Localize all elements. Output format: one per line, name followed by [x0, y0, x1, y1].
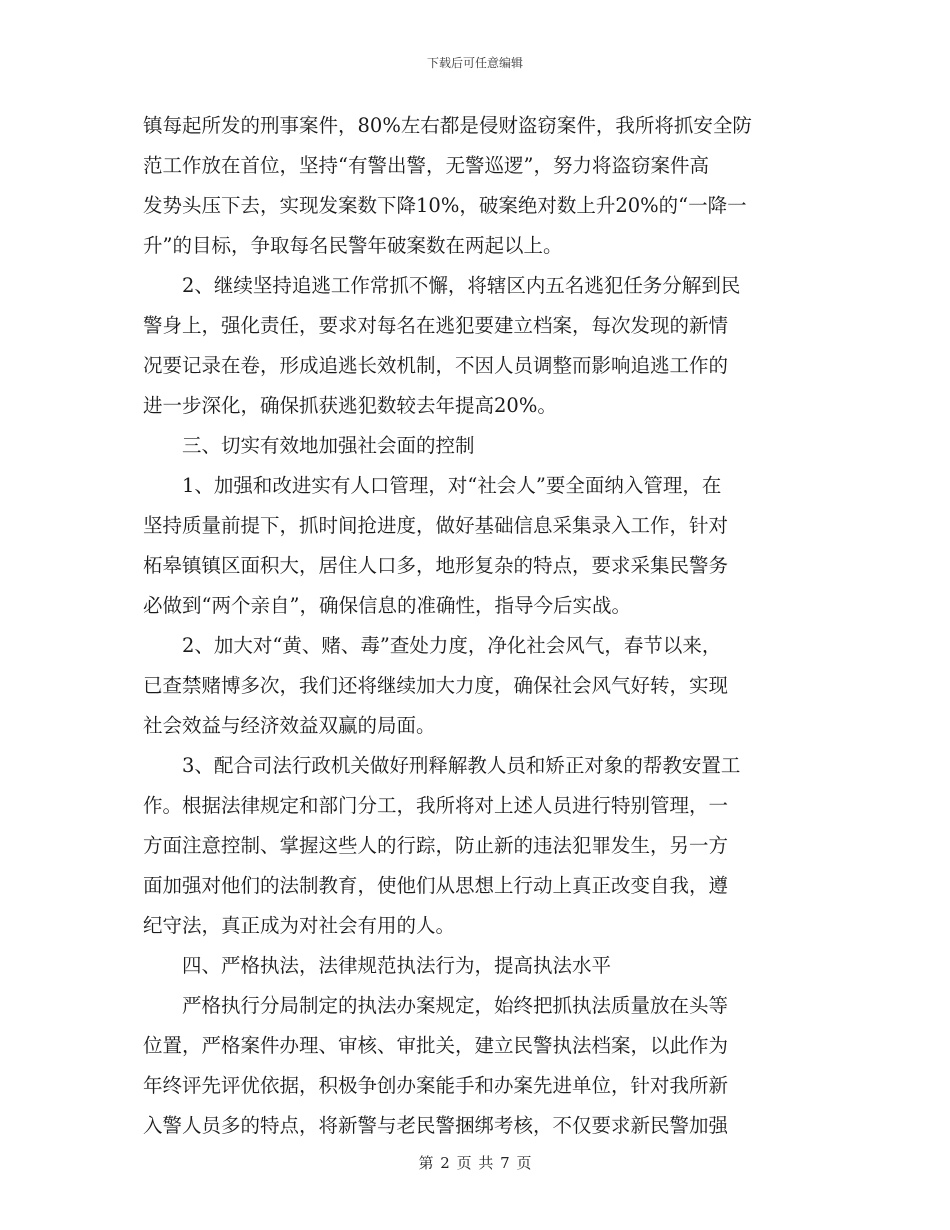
text-line: 位置，严格案件办理、审核、审批关，建立民警执法档案，以此作为 — [143, 1034, 729, 1057]
text-line: 镇每起所发的刑事案件，80%左右都是侵财盗窃案件，我所将抓安全防 — [143, 114, 752, 137]
text-line: 2、继续坚持追逃工作常抓不懈，将辖区内五名逃犯任务分解到民 — [143, 274, 741, 297]
text-line: 况要记录在卷，形成追逃长效机制，不因人员调整而影响追逃工作的 — [143, 354, 729, 377]
page-header: 下载后可任意编辑 — [426, 56, 523, 70]
text-line: 纪守法，真正成为对社会有用的人。 — [143, 914, 456, 937]
page-number: 第 2 页 共 7 页 — [418, 1154, 532, 1172]
text-line: 警身上，强化责任，要求对每名在逃犯要建立档案，每次发现的新情 — [143, 314, 729, 337]
text-line: 3、配合司法行政机关做好刑释解教人员和矫正对象的帮教安置工 — [143, 754, 741, 777]
text-line: 面加强对他们的法制教育，使他们从思想上行动上真正改变自我，遵 — [143, 874, 729, 897]
text-line: 必做到“两个亲自”，确保信息的准确性，指导今后实战。 — [143, 594, 631, 617]
text-line: 社会效益与经济效益双赢的局面。 — [143, 714, 436, 737]
text-line: 范工作放在首位，坚持“有警出警，无警巡逻”，努力将盗窃案件高 — [143, 154, 709, 177]
text-line: 进一步深化，确保抓获逃犯数较去年提高20%。 — [143, 394, 557, 417]
text-line: 作。根据法律规定和部门分工，我所将对上述人员进行特别管理，一 — [143, 794, 729, 817]
text-line: 1、加强和改进实有人口管理，对“社会人”要全面纳入管理，在 — [143, 474, 722, 497]
text-line: 年终评先评优依据，积极争创办案能手和办案先进单位，针对我所新 — [143, 1074, 729, 1097]
text-line: 柘皋镇镇区面积大，居住人口多，地形复杂的特点，要求采集民警务 — [143, 554, 729, 577]
text-line: 坚持质量前提下，抓时间抢进度，做好基础信息采集录入工作，针对 — [143, 514, 729, 537]
text-line: 升”的目标，争取每名民警年破案数在两起以上。 — [143, 234, 563, 257]
document-body — [143, 106, 807, 1146]
text-line: 严格执行分局制定的执法办案规定，始终把抓执法质量放在头等 — [143, 994, 729, 1017]
text-line: 已查禁赌博多次，我们还将继续加大力度，确保社会风气好转，实现 — [143, 674, 729, 697]
section-heading: 三、切实有效地加强社会面的控制 — [143, 434, 475, 457]
section-heading: 四、严格执法，法律规范执法行为，提高执法水平 — [143, 954, 612, 977]
text-line: 发势头压下去，实现发案数下降10%，破案绝对数上升20%的“一降一 — [143, 194, 747, 217]
text-line: 方面注意控制、掌握这些人的行踪，防止新的违法犯罪发生，另一方 — [143, 834, 729, 857]
text-line: 入警人员多的特点，将新警与老民警捆绑考核，不仅要求新民警加强 — [143, 1114, 729, 1137]
text-line: 2、加大对“黄、赌、毒”查处力度，净化社会风气，春节以来， — [143, 634, 722, 657]
